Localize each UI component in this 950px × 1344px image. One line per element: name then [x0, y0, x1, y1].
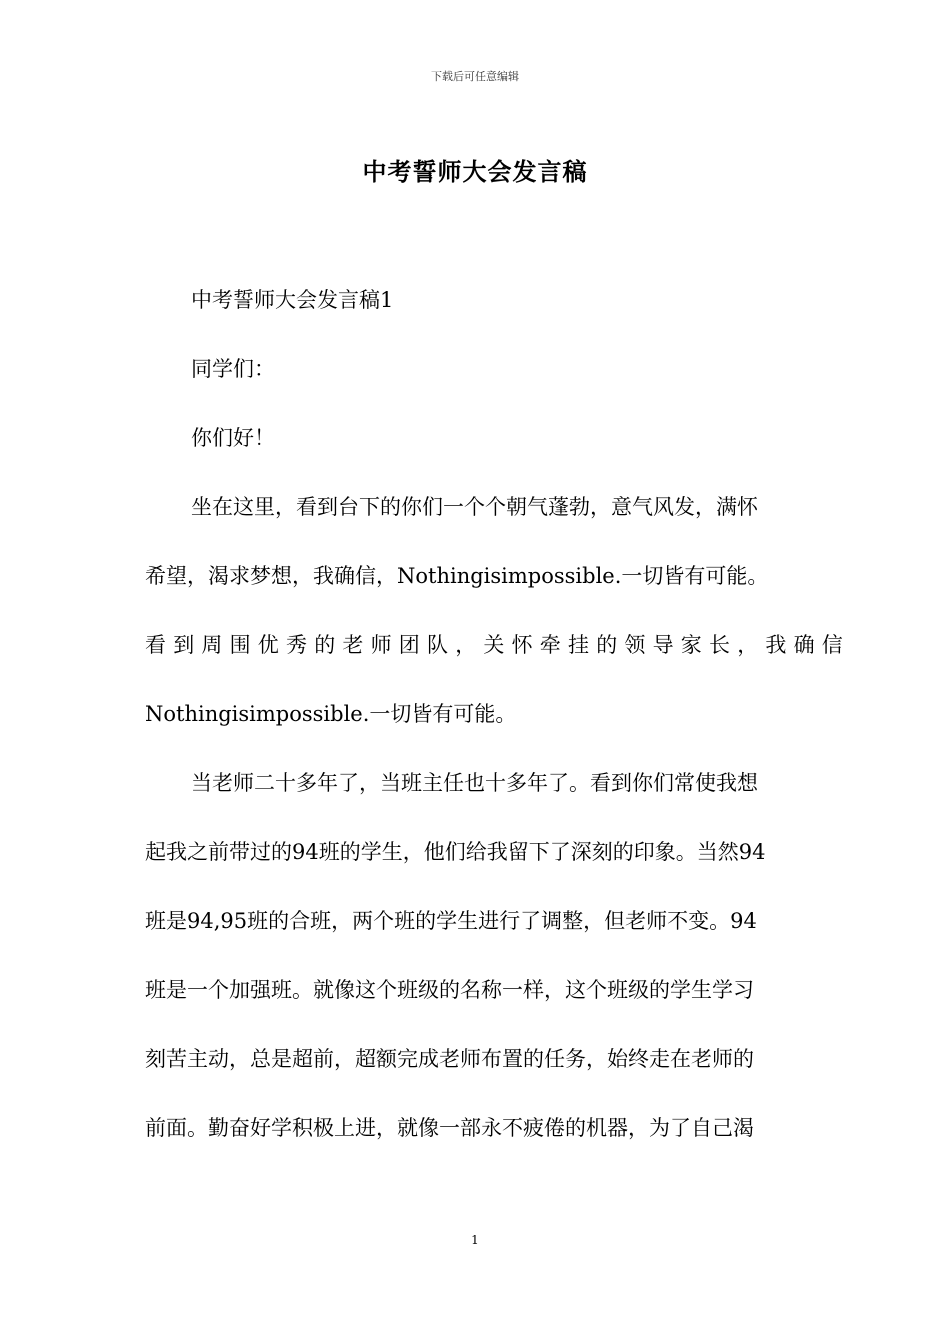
paragraph-line: 当老师二十多年了，当班主任也十多年了。看到你们常使我想 — [191, 771, 758, 795]
paragraph-line: 看到周围优秀的老师团队，关怀牵挂的领导家长，我确信 — [145, 633, 850, 657]
paragraph-line: 坐在这里，看到台下的你们一个个朝气蓬勃，意气风发，满怀 — [191, 495, 758, 519]
paragraph-line: 起我之前带过的94班的学生，他们给我留下了深刻的印象。当然94 — [145, 840, 766, 864]
paragraph-line: 班是94,95班的合班，两个班的学生进行了调整，但老师不变。94 — [145, 909, 757, 933]
paragraph-line: Nothingisimpossible.一切皆有可能。 — [145, 702, 517, 726]
header-note: 下载后可任意编辑 — [431, 70, 519, 83]
salutation: 同学们： — [191, 357, 275, 381]
paragraph-line: 班是一个加强班。就像这个班级的名称一样，这个班级的学生学习 — [145, 978, 754, 1002]
greeting: 你们好！ — [191, 426, 275, 450]
page-number: 1 — [471, 1233, 479, 1247]
paragraph-heading: 中考誓师大会发言稿1 — [191, 288, 394, 312]
paragraph-line: 希望，渴求梦想，我确信，Nothingisimpossible.一切皆有可能。 — [145, 564, 769, 588]
paragraph-line: 前面。勤奋好学积极上进，就像一部永不疲倦的机器，为了自己渴 — [145, 1116, 754, 1140]
paragraph-line: 刻苦主动，总是超前，超额完成老师布置的任务，始终走在老师的 — [145, 1047, 754, 1071]
document-title: 中考誓师大会发言稿 — [362, 157, 588, 186]
document-body — [145, 280, 850, 1177]
